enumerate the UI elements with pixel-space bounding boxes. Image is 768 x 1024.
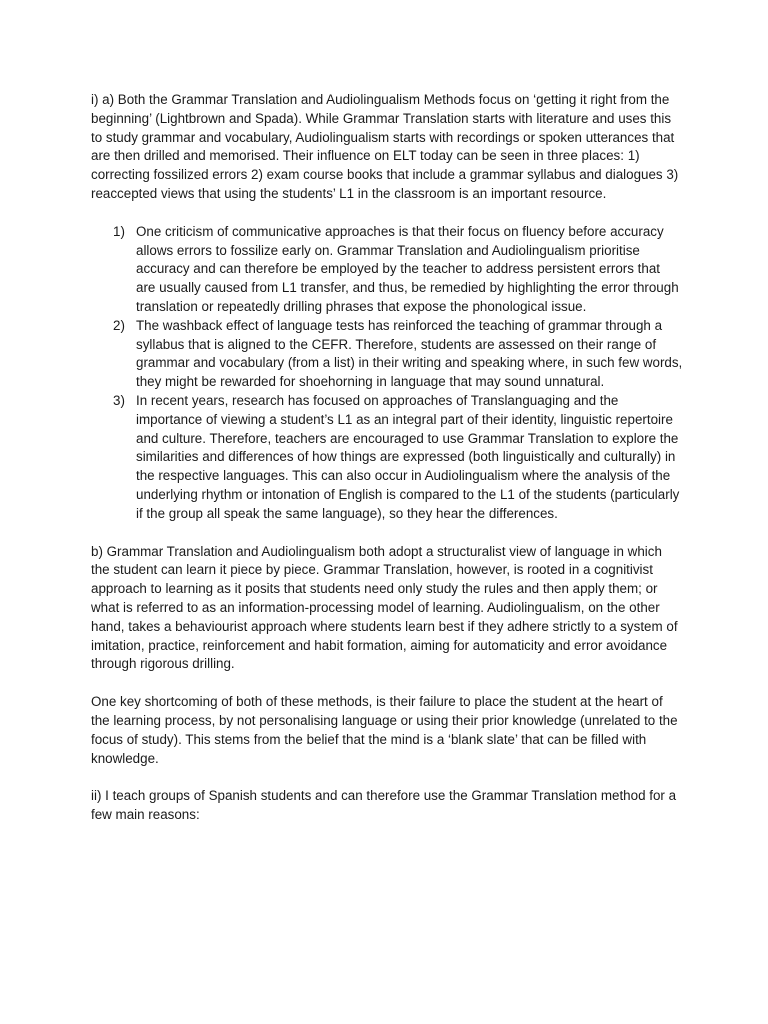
part-ii-paragraph: ii) I teach groups of Spanish students and can therefore use the Grammar Translation method for a few main reasons:: [91, 788, 677, 823]
list-item: [91, 317, 683, 392]
list-item-text: One criticism of communicative approaches is that their focus on fluency before accuracy allows errors to fossilize early on. Grammar Translation and Audiolingualism prioritise accuracy and can therefore be employed by the teacher to address persistent errors that are usually caused from L1 transfer, and thus, be remedied by highlighting the error through translation or repeatedly drilling phrases that expose the phonological issue.: [136, 223, 679, 314]
list-item: [91, 392, 683, 524]
list-item-number: 1): [113, 223, 125, 239]
part-b-paragraph: b) Grammar Translation and Audiolingualism both adopt a structuralist view of language in which the student can learn it piece by piece. Grammar Translation, however, is rooted in a cognitivist approach to learning as it posits that students need only study the rules and then apply them; or what is referred to as an information-processing model of learning. Audiolingualism, on the other hand, takes a behaviourist approach where students learn best if they adhere strictly to a system of imitation, practice, reinforcement and habit formation, aiming for automaticity and error avoidance through rigorous drilling.: [91, 543, 678, 672]
list-item-text: The washback effect of language tests has reinforced the teaching of grammar through a syllabus that is aligned to the CEFR. Therefore, students are assessed on their range of grammar and vocabulary (from a list) in their writing and speaking where, in such few words, they might be rewarded for shoehorning in language that may sound unnatural.: [136, 317, 683, 390]
document-page: [91, 91, 683, 844]
influence-points-list: [91, 223, 683, 524]
part-a-intro-paragraph: i) a) Both the Grammar Translation and Audiolingualism Methods focus on ‘getting it right from the beginning’ (Lightbrown and Spada). While Grammar Translation starts with literature and uses this to study grammar and vocabulary, Audiolingualism starts with recordings or spoken utterances that are then drilled and memorised. Their influence on ELT today can be seen in three places: 1) correcting fossilized errors 2) exam course books that include a grammar syllabus and dialogues 3) reaccepted views that using the students’ L1 in the classroom is an important resource.: [91, 92, 679, 201]
list-item-text: In recent years, research has focused on approaches of Translanguaging and the importance of viewing a student’s L1 as an integral part of their identity, linguistic repertoire and culture. Therefore, teachers are encouraged to use Grammar Translation to explore the similarities and differences of how things are expressed (both linguistically and culturally) in the respective languages. This can also occur in Audiolingualism where the analysis of the underlying rhythm or intonation of English is compared to the L1 of the students (particularly if the group all speak the same language), so they hear the differences.: [136, 392, 680, 521]
shortcoming-paragraph: One key shortcoming of both of these methods, is their failure to place the student at the heart of the learning process, by not personalising language or using their prior knowledge (unrelated to the focus of study). This stems from the belief that the mind is a ‘blank slate’ that can be filled with knowledge.: [91, 694, 678, 766]
list-item: [91, 223, 683, 317]
list-item-number: 3): [113, 392, 125, 408]
list-item-number: 2): [113, 317, 125, 333]
